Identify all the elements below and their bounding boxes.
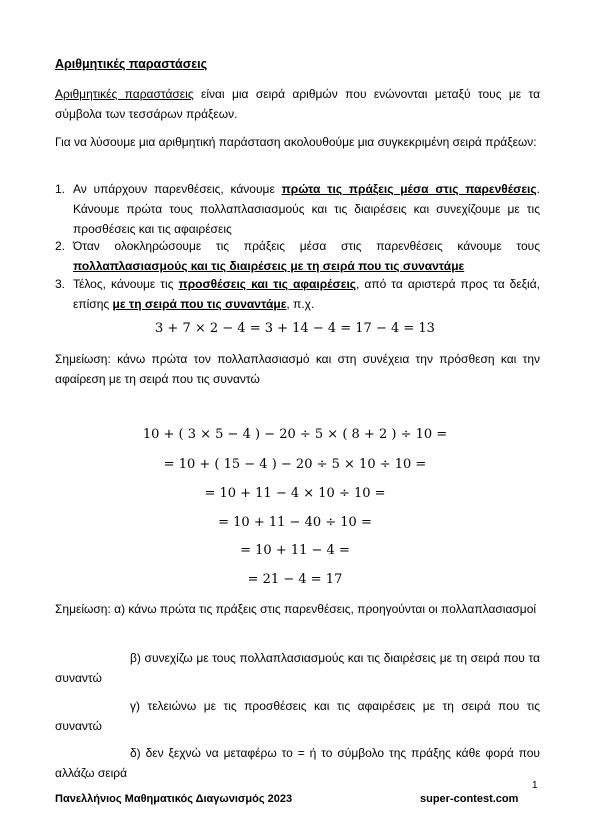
note-d-paragraph: δ) δεν ξεχνώ να μεταφέρω το = ή το σύμβολο της πράξης κάθε φορά που αλλάζω σειρά xyxy=(55,746,540,780)
step-line-4: = 10 + 11 − 40 ÷ 10 = xyxy=(218,515,372,530)
list-item-1: 1. Αν υπάρχουν παρενθέσεις, κάνουμε πρώτα τις πράξεις μέσα στις παρενθέσεις. Κάνουμε πρώτα τους πολλαπλασιασμούς και τις διαιρέσεις και συνεχίζουμε με τις προσθέσεις και τις αφαιρέσεις xyxy=(55,179,540,239)
emphasis-text: με τη σειρά που τις συναντάμε xyxy=(112,297,287,311)
intro-term: Αριθμητικές παραστάσεις xyxy=(55,87,194,101)
footer-website: super-contest.com xyxy=(420,793,519,805)
page-number: 1 xyxy=(532,780,538,791)
note-c-paragraph: γ) τελειώνω με τις προσθέσεις και τις αφαιρέσεις με τη σειρά που τις συναντώ xyxy=(55,699,540,733)
list-number: 2. xyxy=(55,239,66,253)
step-line-5: = 10 + 11 − 4 = xyxy=(240,543,350,558)
order-paragraph: Για να λύσουμε μια αριθμητική παράσταση ακολουθούμε μια συγκεκριμένη σειρά πράξεων: xyxy=(55,135,537,149)
emphasis-text: προσθέσεις και τις αφαιρέσεις xyxy=(178,277,357,291)
step-line-2: = 10 + ( 15 − 4 ) − 20 ÷ 5 × 10 ÷ 10 = xyxy=(163,457,427,472)
note-a-paragraph: Σημείωση: α) κάνω πρώτα τις πράξεις στις παρενθέσεις, προηγούνται οι πολλαπλασιασμοί xyxy=(55,602,537,616)
example-expression: 3 + 7 × 2 − 4 = 3 + 14 − 4 = 17 − 4 = 13 xyxy=(155,321,435,336)
emphasis-text: πρώτα τις πράξεις μέσα στις παρενθέσεις xyxy=(281,182,537,196)
note-paragraph: Σημείωση: κάνω πρώτα τον πολλαπλασιασμό και στη συνέχεια την πρόσθεση και την αφαίρεση με τη σειρά που τις συναντώ xyxy=(55,352,540,386)
list-item-3: 3. Τέλος, κάνουμε τις προσθέσεις και τις αφαιρέσεις, από τα αριστερά προς τα δεξιά, επίσης με τη σειρά που τις συναντάμε, π.χ. xyxy=(55,274,540,314)
list-item-2: 2. Όταν ολοκληρώσουμε τις πράξεις μέσα στις παρενθέσεις κάνουμε τους πολλαπλασιασμούς και τις διαιρέσεις με τη σειρά που τις συναντάμε xyxy=(55,236,540,276)
note-b-paragraph: β) συνεχίζω με τους πολλαπλασιασμούς και τις διαιρέσεις με τη σειρά που τα συναντώ xyxy=(55,651,540,685)
list-number: 1. xyxy=(55,182,66,196)
list-number: 3. xyxy=(55,277,66,291)
step-line-6: = 21 − 4 = 17 xyxy=(247,572,343,587)
emphasis-text: πολλαπλασιασμούς και τις διαιρέσεις με τη σειρά που τις συναντάμε xyxy=(73,259,465,273)
intro-paragraph xyxy=(55,84,540,124)
step-line-1: 10 + ( 3 × 5 − 4 ) − 20 ÷ 5 × ( 8 + 2 ) ÷ 10 = xyxy=(142,427,448,442)
page-title: Αριθμητικές παραστάσεις xyxy=(55,57,208,71)
footer-title: Πανελλήνιος Μαθηματικός Διαγωνισμός 2023 xyxy=(55,793,293,805)
intro-rest: είναι μια σειρά αριθμών που ενώνονται μεταξύ τους με τα σύμβολα των τεσσάρων πράξεων. xyxy=(55,87,541,121)
step-line-3: = 10 + 11 − 4 × 10 ÷ 10 = xyxy=(204,486,386,501)
